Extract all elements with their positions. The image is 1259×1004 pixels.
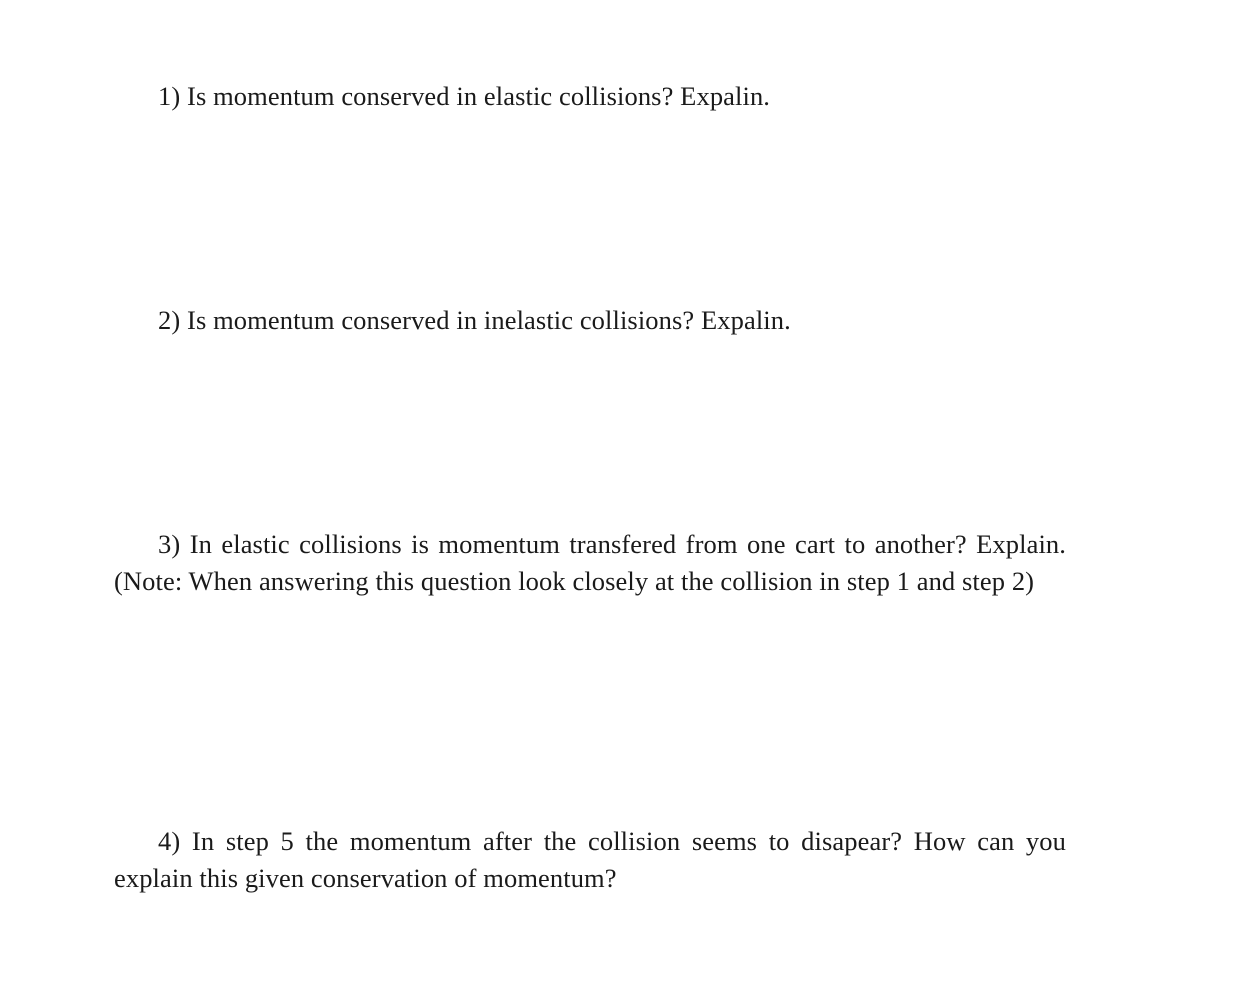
question-1-number: 1) xyxy=(158,81,181,111)
question-1-text: Is momentum conserved in elastic collisions? Expalin. xyxy=(187,81,771,111)
question-2-text: Is momentum conserved in inelastic collisions? Expalin. xyxy=(187,305,791,335)
question-1 xyxy=(114,78,1066,115)
question-2 xyxy=(114,302,1066,339)
question-3 xyxy=(114,526,1066,599)
question-4-text: In step 5 the momentum after the collision seems to disapear? How can you explain this given conservation of momentum? xyxy=(114,826,1066,893)
question-4-number: 4) xyxy=(158,826,181,856)
question-3-text: In elastic collisions is momentum transfered from one cart to another? Explain. (Note: When answering this question look closely at the collision in step 1 and step 2) xyxy=(114,529,1066,596)
question-3-number: 3) xyxy=(158,529,181,559)
question-2-number: 2) xyxy=(158,305,181,335)
question-4 xyxy=(114,823,1066,896)
